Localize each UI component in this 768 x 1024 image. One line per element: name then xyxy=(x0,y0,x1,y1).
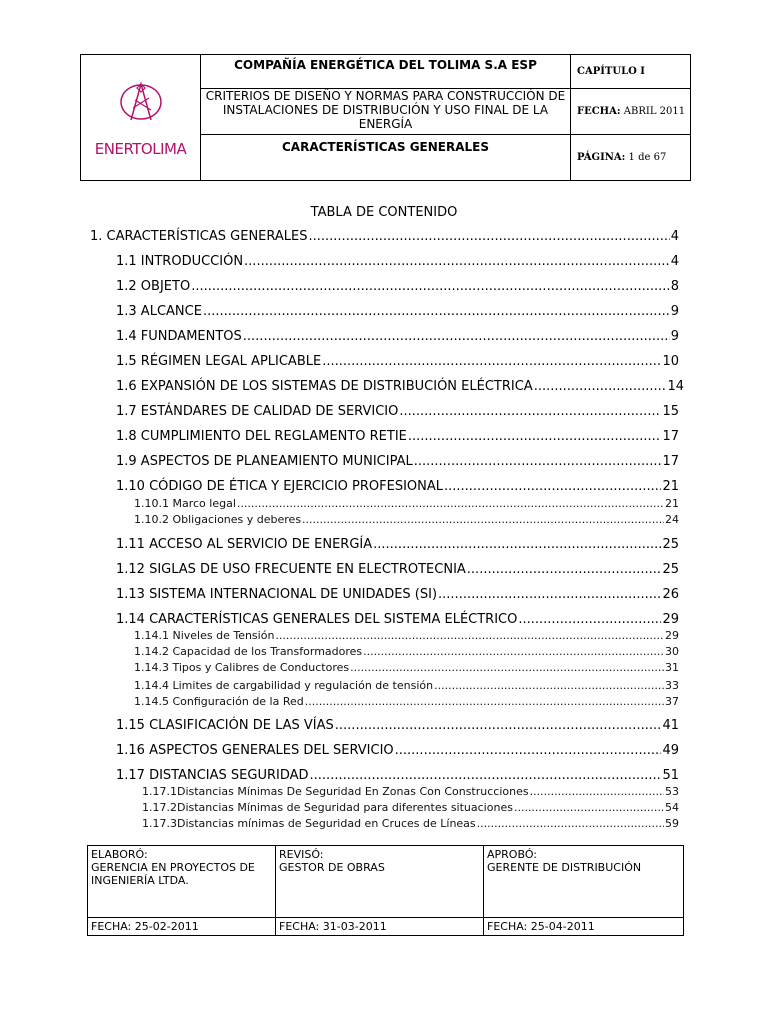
toc-entry-page: 9 xyxy=(670,329,679,344)
fecha-aprobo: FECHA: 25-04-2011 xyxy=(484,918,684,936)
toc-entry-page: 53 xyxy=(665,785,679,798)
toc-entry-page: 15 xyxy=(662,404,679,419)
toc-entry-page: 29 xyxy=(662,612,679,627)
toc-entry xyxy=(116,279,679,294)
toc-entry-title: 1.9 ASPECTOS DE PLANEAMIENTO MUNICIPAL xyxy=(116,454,413,469)
toc-dot-leader xyxy=(191,279,670,294)
toc-subentry xyxy=(142,801,679,814)
toc-entry-title: 1.17 DISTANCIAS SEGURIDAD xyxy=(116,768,309,783)
toc-entry xyxy=(90,229,679,244)
toc-dot-leader xyxy=(444,479,661,494)
toc-dot-leader xyxy=(243,329,670,344)
toc-entry-title: 1.14.2 Capacidad de los Transformadores xyxy=(134,645,363,658)
reviso-cell xyxy=(276,846,484,918)
toc-entry-page: 29 xyxy=(665,629,679,642)
date-cell: FECHA: ABRIL 2011 xyxy=(571,89,691,135)
toc-entry-title: 1.1 INTRODUCCIÓN xyxy=(116,254,244,269)
logo-cell xyxy=(81,55,201,181)
toc-entry-page: 37 xyxy=(665,695,679,708)
elaboro-value: GERENCIA EN PROYECTOS DE INGENIERÍA LTDA. xyxy=(91,861,255,887)
toc-entry-page: 24 xyxy=(665,513,679,526)
toc-dot-leader xyxy=(310,768,662,783)
toc-entry-page: 21 xyxy=(662,479,679,494)
toc-entry-page: 59 xyxy=(665,817,679,830)
toc-entry xyxy=(116,718,679,733)
toc-entry-title: 1.16 ASPECTOS GENERALES DEL SERVICIO xyxy=(116,743,394,758)
toc-entry xyxy=(116,537,679,552)
reviso-value: GESTOR DE OBRAS xyxy=(279,861,385,874)
toc-dot-leader xyxy=(322,354,661,369)
toc-entry-title: 1.14.3 Tipos y Calibres de Conductores xyxy=(134,661,350,674)
toc-subentry xyxy=(134,645,679,658)
aprobo-cell xyxy=(484,846,684,918)
toc-dot-leader xyxy=(309,229,670,244)
toc-entry-page: 33 xyxy=(665,679,679,692)
toc-subentry xyxy=(134,513,679,526)
toc-entry-page: 14 xyxy=(667,379,684,394)
toc-entry-title: 1.4 FUNDAMENTOS xyxy=(116,329,242,344)
toc-dot-leader xyxy=(302,513,664,526)
toc-dot-leader xyxy=(395,743,662,758)
document-header xyxy=(80,54,691,181)
toc-entry-page: 31 xyxy=(665,661,679,674)
toc-dot-leader xyxy=(518,612,661,627)
toc-entry-title: 1.11 ACCESO AL SERVICIO DE ENERGÍA xyxy=(116,537,373,552)
enertolima-logo-icon xyxy=(111,78,171,134)
toc-entry-page: 21 xyxy=(665,497,679,510)
toc-entry-page: 30 xyxy=(665,645,679,658)
toc-entry-page: 9 xyxy=(670,304,679,319)
toc-dot-leader xyxy=(414,454,662,469)
toc-entry xyxy=(116,304,679,319)
toc-entry-title: 1.12 SIGLAS DE USO FRECUENTE EN ELECTROTECNIA xyxy=(116,562,466,577)
toc-entry-title: 1.15 CLASIFICACIÓN DE LAS VÍAS xyxy=(116,718,334,733)
toc-entry xyxy=(116,254,679,269)
toc-dot-leader xyxy=(237,497,664,510)
toc-dot-leader xyxy=(363,645,664,658)
toc-entry-page: 25 xyxy=(662,537,679,552)
toc-entry-page: 25 xyxy=(662,562,679,577)
toc-dot-leader xyxy=(275,629,664,642)
toc-entry-title: 1. CARACTERÍSTICAS GENERALES xyxy=(90,229,308,244)
toc-dot-leader xyxy=(244,254,670,269)
toc-subentry xyxy=(134,679,679,692)
toc-entry-title: 1.5 RÉGIMEN LEGAL APLICABLE xyxy=(116,354,322,369)
company-name: COMPAÑÍA ENERGÉTICA DEL TOLIMA S.A ESP xyxy=(201,55,571,89)
aprobo-value: GERENTE DE DISTRIBUCIÓN xyxy=(487,861,642,874)
toc-entry-page: 4 xyxy=(670,229,679,244)
approval-table xyxy=(87,845,684,936)
page-value: 1 de 67 xyxy=(628,152,667,163)
toc-entry-title: 1.10.1 Marco legal xyxy=(134,497,236,510)
toc-entry-page: 26 xyxy=(662,587,679,602)
toc-dot-leader xyxy=(514,801,664,814)
toc-entry xyxy=(116,587,679,602)
toc-entry xyxy=(116,429,679,444)
toc-dot-leader xyxy=(373,537,661,552)
toc-subentry xyxy=(142,785,679,798)
toc-entry-title: 1.8 CUMPLIMIENTO DEL REGLAMENTO RETIE xyxy=(116,429,407,444)
section-title: CARACTERÍSTICAS GENERALES xyxy=(201,135,571,181)
toc-entry-title: 1.17.3Distancias mínimas de Seguridad en Cruces de Líneas xyxy=(142,817,476,830)
page-cell: PÁGINA: 1 de 67 xyxy=(571,135,691,181)
toc-entry-title: 1.17.2Distancias Mínimas de Seguridad para diferentes situaciones xyxy=(142,801,513,814)
toc-dot-leader xyxy=(305,695,664,708)
toc-entry xyxy=(116,404,679,419)
toc-entry-title: 1.14.1 Niveles de Tensión xyxy=(134,629,275,642)
toc-entry-page: 54 xyxy=(665,801,679,814)
toc-entry xyxy=(116,329,679,344)
logo-text: ENERTOLIMA xyxy=(94,139,187,158)
toc-entry-page: 51 xyxy=(662,768,679,783)
toc-dot-leader xyxy=(438,587,661,602)
toc-entry xyxy=(116,379,684,394)
toc-dot-leader xyxy=(534,379,667,394)
toc-entry-page: 17 xyxy=(662,454,679,469)
fecha-reviso: FECHA: 31-03-2011 xyxy=(276,918,484,936)
toc-title: TABLA DE CONTENIDO xyxy=(310,205,458,220)
toc-dot-leader xyxy=(350,661,664,674)
toc-entry-title: 1.14.4 Limites de cargabilidad y regulación de tensión xyxy=(134,679,434,692)
toc-entry-title: 1.14 CARACTERÍSTICAS GENERALES DEL SISTEMA ELÉCTRICO xyxy=(116,612,518,627)
toc-entry xyxy=(116,562,679,577)
toc-entry-page: 49 xyxy=(662,743,679,758)
elaboro-cell xyxy=(88,846,276,918)
toc-dot-leader xyxy=(203,304,670,319)
toc-entry-title: 1.6 EXPANSIÓN DE LOS SISTEMAS DE DISTRIBUCIÓN ELÉCTRICA xyxy=(116,379,533,394)
toc-subentry xyxy=(134,695,679,708)
toc-dot-leader xyxy=(477,817,664,830)
toc-entry-title: 1.10 CÓDIGO DE ÉTICA Y EJERCICIO PROFESIONAL xyxy=(116,479,443,494)
toc-entry xyxy=(116,354,679,369)
toc-entry-page: 41 xyxy=(662,718,679,733)
toc-entry-page: 8 xyxy=(670,279,679,294)
toc-entry xyxy=(116,479,679,494)
toc-dot-leader xyxy=(399,404,661,419)
toc-dot-leader xyxy=(408,429,662,444)
date-value: ABRIL 2011 xyxy=(623,106,686,117)
toc-entry-title: 1.7 ESTÁNDARES DE CALIDAD DE SERVICIO xyxy=(116,404,399,419)
toc-entry-title: 1.3 ALCANCE xyxy=(116,304,202,319)
toc-entry-title: 1.14.5 Configuración de la Red xyxy=(134,695,304,708)
chapter-label: CAPÍTULO I xyxy=(571,55,691,89)
toc-entry-page: 4 xyxy=(670,254,679,269)
toc-entry-page: 10 xyxy=(662,354,679,369)
toc-dot-leader xyxy=(467,562,662,577)
aprobo-label: APROBÓ: xyxy=(487,848,537,861)
criteria-title: CRITERIOS DE DISEÑO Y NORMAS PARA CONSTRUCCIÓN DE INSTALACIONES DE DISTRIBUCIÓN Y USO FINAL DE LA ENERGÍA xyxy=(201,89,571,135)
fecha-elaboro: FECHA: 25-02-2011 xyxy=(88,918,276,936)
toc-entry xyxy=(116,743,679,758)
toc-entry-title: 1.13 SISTEMA INTERNACIONAL DE UNIDADES (SI) xyxy=(116,587,438,602)
toc-entry-title: 1.10.2 Obligaciones y deberes xyxy=(134,513,302,526)
toc-dot-leader xyxy=(335,718,662,733)
toc-subentry xyxy=(142,817,679,830)
toc-dot-leader xyxy=(434,679,664,692)
reviso-label: REVISÓ: xyxy=(279,848,324,861)
toc-entry xyxy=(116,612,679,627)
toc-subentry xyxy=(134,629,679,642)
elaboro-label: ELABORÓ: xyxy=(91,848,148,861)
toc-dot-leader xyxy=(530,785,664,798)
toc-entry-page: 17 xyxy=(662,429,679,444)
toc-entry xyxy=(116,454,679,469)
toc-entry xyxy=(116,768,679,783)
toc-entry-title: 1.2 OBJETO xyxy=(116,279,191,294)
toc-subentry xyxy=(134,497,679,510)
toc-subentry xyxy=(134,661,679,674)
toc-entry-title: 1.17.1Distancias Mínimas De Seguridad En Zonas Con Construcciones xyxy=(142,785,529,798)
